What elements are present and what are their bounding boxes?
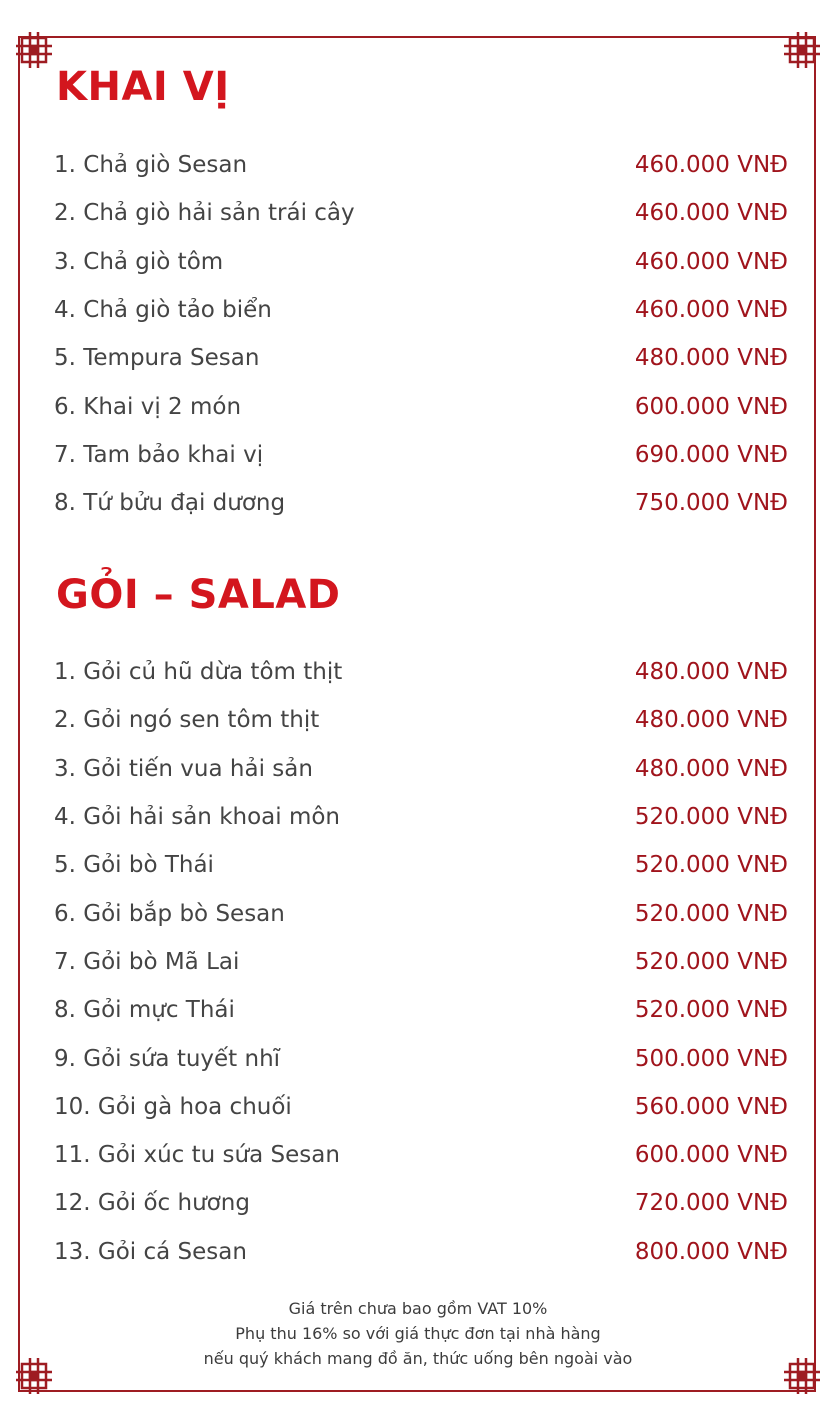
item-price: 750.000 VNĐ: [634, 490, 788, 517]
item-price: 520.000 VNĐ: [634, 804, 788, 831]
corner-ornament-icon: [10, 26, 58, 74]
item-price: 460.000 VNĐ: [634, 200, 788, 227]
menu-item: [54, 382, 788, 430]
item-price: 690.000 VNĐ: [634, 441, 788, 468]
section-title-khai-vi: KHAI VỊ: [56, 64, 230, 110]
item-name: 4. Chả giò tảo biển: [54, 297, 272, 324]
item-name: 6. Gỏi bắp bò Sesan: [54, 900, 285, 927]
menu-item: [54, 334, 788, 382]
item-name: 7. Gỏi bò Mã Lai: [54, 948, 240, 975]
item-name: 2. Chả giò hải sản trái cây: [54, 200, 355, 227]
menu-item: [54, 696, 788, 744]
item-name: 5. Tempura Sesan: [54, 345, 260, 372]
menu-item: [54, 1228, 788, 1276]
item-price: 520.000 VNĐ: [634, 852, 788, 879]
item-name: 13. Gỏi cá Sesan: [54, 1238, 247, 1265]
vat-note: Giá trên chưa bao gồm VAT 10%: [288, 1299, 548, 1318]
item-price: 560.000 VNĐ: [634, 1093, 788, 1120]
item-price: 600.000 VNĐ: [634, 1142, 788, 1169]
item-price: 500.000 VNĐ: [634, 1045, 788, 1072]
menu-item: [54, 1083, 788, 1131]
item-price: 480.000 VNĐ: [634, 659, 788, 686]
item-name: 8. Gỏi mực Thái: [54, 997, 235, 1024]
item-name: 10. Gỏi gà hoa chuối: [54, 1093, 292, 1120]
item-name: 3. Gỏi tiến vua hải sản: [54, 755, 313, 782]
menu-item: [54, 1131, 788, 1179]
menu-item: [54, 238, 788, 286]
outside-food-note: nếu quý khách mang đồ ăn, thức uống bên ngoài vào: [203, 1349, 633, 1368]
item-name: 2. Gỏi ngó sen tôm thịt: [54, 707, 320, 734]
item-price: 460.000 VNĐ: [634, 248, 788, 275]
item-price: 520.000 VNĐ: [634, 997, 788, 1024]
item-price: 480.000 VNĐ: [634, 707, 788, 734]
item-name: 3. Chả giò tôm: [54, 248, 224, 275]
surcharge-note: Phụ thu 16% so với giá thực đơn tại nhà hàng: [235, 1324, 601, 1343]
menu-item: [54, 431, 788, 479]
menu-item: [54, 189, 788, 237]
item-name: 12. Gỏi ốc hương: [54, 1190, 250, 1217]
corner-ornament-icon: [778, 26, 826, 74]
menu-item: [54, 889, 788, 937]
section-title-goi-salad: GỎI – SALAD: [56, 572, 341, 618]
menu-item: [54, 938, 788, 986]
item-price: 460.000 VNĐ: [634, 297, 788, 324]
item-name: 1. Chả giò Sesan: [54, 152, 248, 179]
item-price: 480.000 VNĐ: [634, 345, 788, 372]
menu-item: [54, 793, 788, 841]
item-name: 6. Khai vị 2 món: [54, 393, 242, 420]
item-price: 800.000 VNĐ: [634, 1238, 788, 1265]
item-name: 8. Tứ bửu đại dương: [54, 490, 286, 517]
price-notes: [60, 1296, 776, 1371]
item-name: 4. Gỏi hải sản khoai môn: [54, 804, 341, 831]
item-name: 7. Tam bảo khai vị: [54, 441, 264, 468]
menu-item: [54, 286, 788, 334]
item-name: 1. Gỏi củ hũ dừa tôm thịt: [54, 659, 343, 686]
item-price: 520.000 VNĐ: [634, 900, 788, 927]
item-price: 520.000 VNĐ: [634, 948, 788, 975]
menu-list-goi-salad: [54, 648, 788, 1276]
menu-item: [54, 841, 788, 889]
menu-item: [54, 986, 788, 1034]
item-price: 720.000 VNĐ: [634, 1190, 788, 1217]
corner-ornament-icon: [778, 1352, 826, 1400]
menu-item: [54, 1179, 788, 1227]
menu-item: [54, 648, 788, 696]
item-name: 9. Gỏi sứa tuyết nhĩ: [54, 1045, 281, 1072]
corner-ornament-icon: [10, 1352, 58, 1400]
item-name: 5. Gỏi bò Thái: [54, 852, 214, 879]
menu-item: [54, 745, 788, 793]
item-price: 460.000 VNĐ: [634, 152, 788, 179]
item-price: 600.000 VNĐ: [634, 393, 788, 420]
item-price: 480.000 VNĐ: [634, 755, 788, 782]
menu-item: [54, 1034, 788, 1082]
menu-item: [54, 141, 788, 189]
menu-list-khai-vi: [54, 141, 788, 527]
menu-item: [54, 479, 788, 527]
item-name: 11. Gỏi xúc tu sứa Sesan: [54, 1142, 340, 1169]
